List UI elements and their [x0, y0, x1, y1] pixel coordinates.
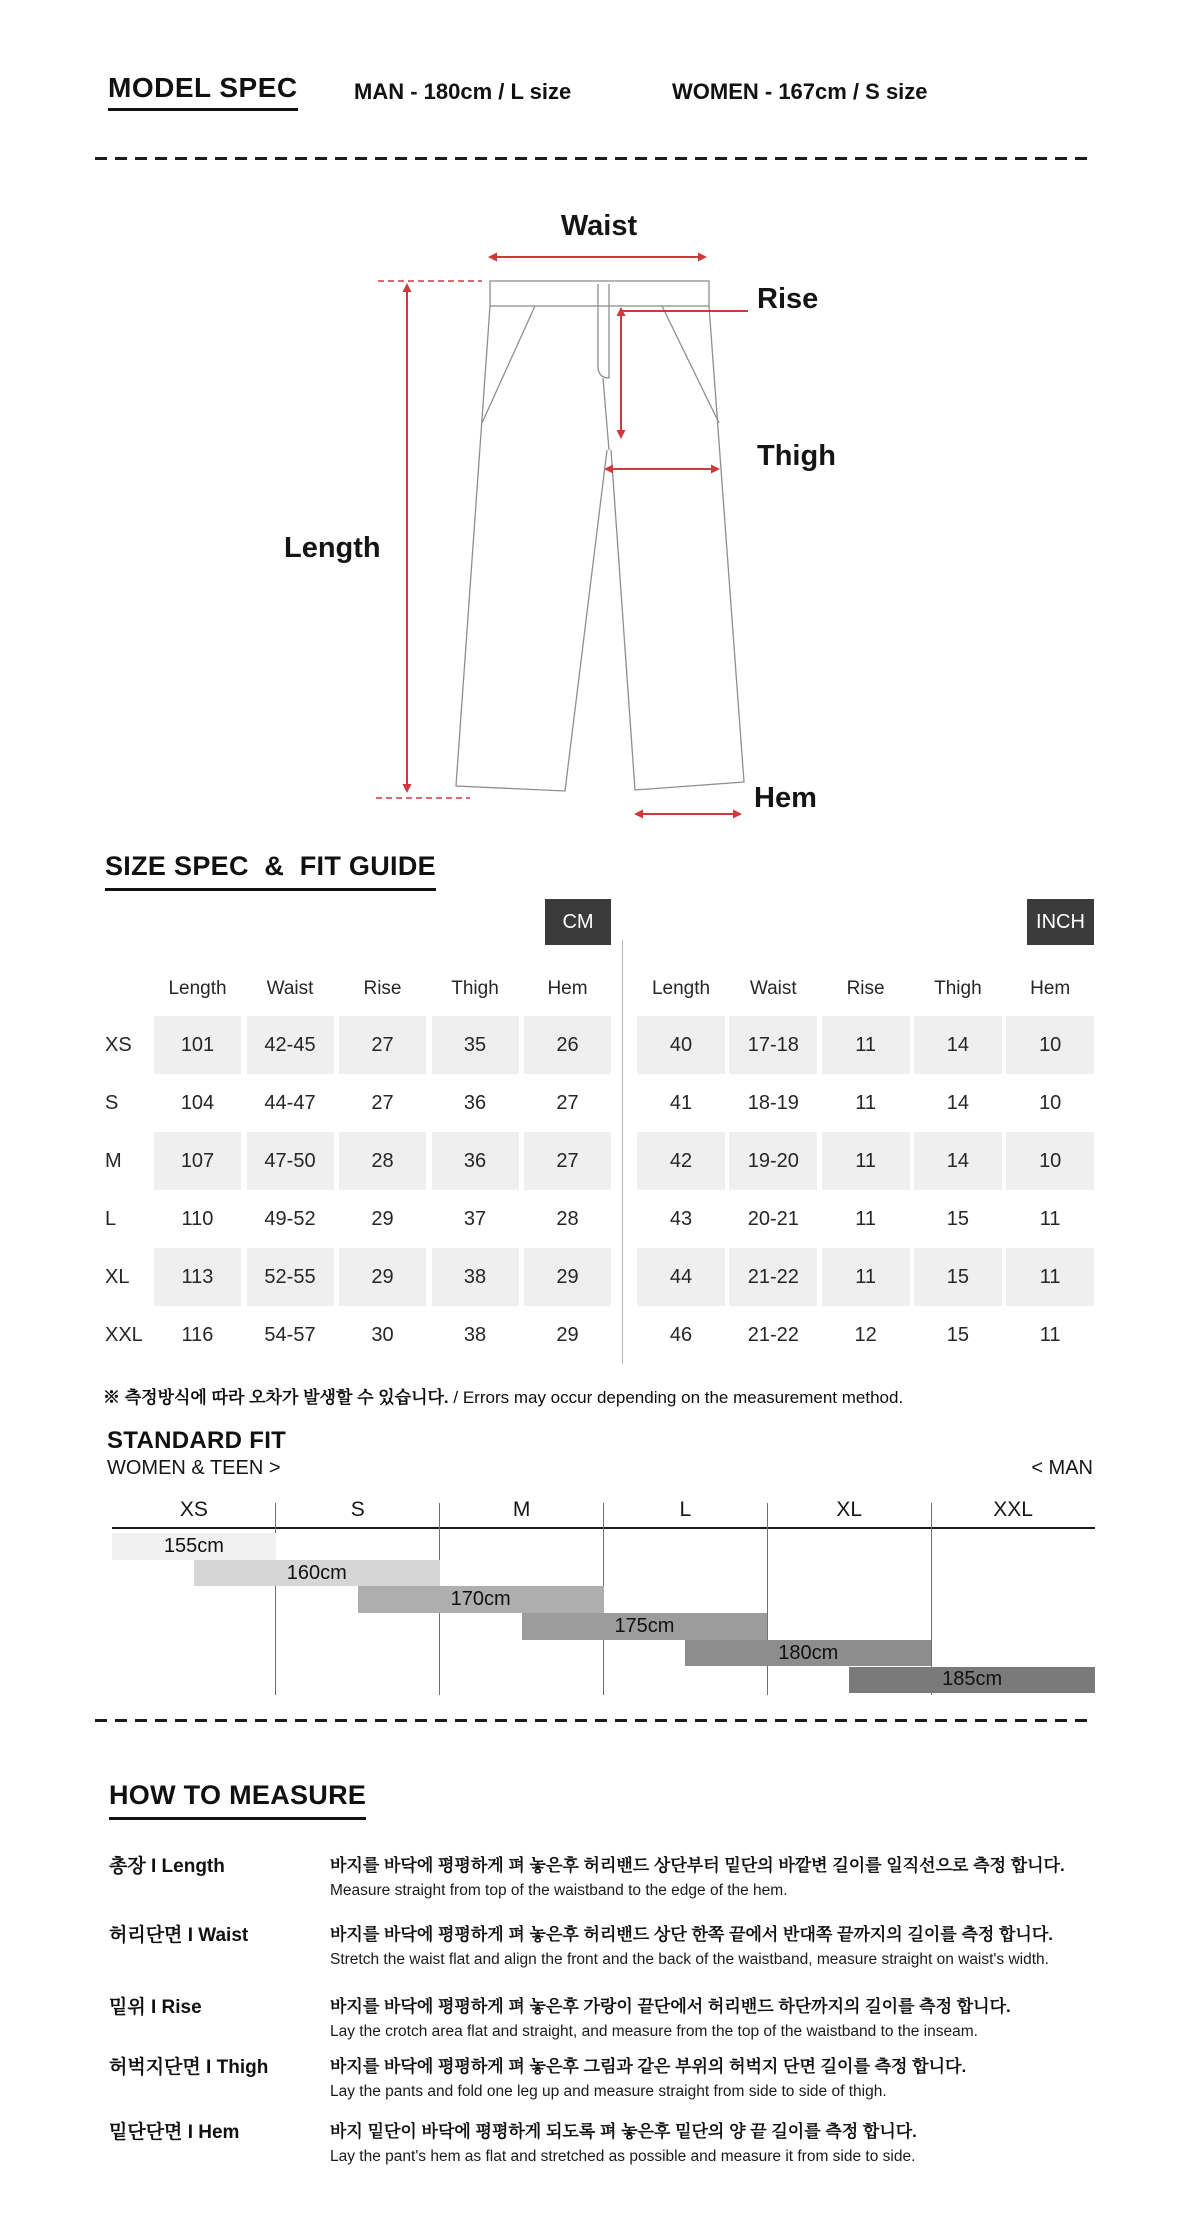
length-label: Length	[284, 532, 381, 564]
pants-outline	[456, 281, 744, 791]
size-value-rise: 11	[822, 1248, 910, 1306]
size-label-xs: XS	[105, 1034, 132, 1056]
size-value-length: 44	[637, 1248, 725, 1306]
thigh-label: Thigh	[757, 440, 836, 472]
size-value-hem: 10	[1006, 1132, 1094, 1190]
size-value-hem: 11	[1039, 1208, 1061, 1230]
size-value-thigh: 15	[946, 1324, 970, 1346]
size-value-rise: 29	[371, 1208, 394, 1230]
man-tag: < MAN	[1031, 1457, 1093, 1479]
fit-size-xs: XS	[179, 1498, 208, 1521]
fit-bar-185cm	[849, 1667, 1095, 1694]
measurement-arrows	[376, 253, 748, 819]
measure-desc-kr-2: 바지를 바닥에 평평하게 펴 놓은후 가랑이 끝단에서 허리밴드 하단까지의 길이를 측정 합니다.	[330, 1997, 1011, 2016]
model-spec-women: WOMEN - 167cm / S size	[672, 79, 928, 104]
size-label-xl: XL	[105, 1266, 130, 1288]
fit-bar-155cm	[112, 1533, 276, 1560]
column-header-rise: Rise	[363, 978, 402, 999]
column-header-thigh: Thigh	[934, 978, 982, 999]
size-value-thigh: 14	[914, 1016, 1002, 1074]
size-value-rise: 12	[854, 1324, 877, 1346]
cm-table-header	[154, 978, 617, 1000]
size-value-thigh: 38	[463, 1324, 487, 1346]
column-header-hem: Hem	[1030, 978, 1071, 999]
inch-unit-badge: INCH	[1027, 899, 1094, 945]
dashed-divider-bottom	[95, 1719, 1095, 1722]
fit-size-s: S	[350, 1498, 365, 1521]
size-value-waist: 49-52	[264, 1208, 316, 1230]
size-value-rise: 29	[339, 1248, 426, 1306]
measurement-error-note	[103, 1383, 903, 1408]
size-value-rise: 27	[371, 1092, 394, 1114]
size-spec-title: SIZE SPEC & FIT GUIDE	[105, 851, 436, 891]
model-spec-title: MODEL SPEC	[108, 72, 298, 111]
size-value-length: 104	[180, 1092, 215, 1114]
size-value-rise: 30	[371, 1324, 394, 1346]
size-value-hem: 10	[1039, 1092, 1062, 1114]
table-vertical-divider	[622, 940, 623, 1364]
size-label-xxl: XXL	[105, 1324, 143, 1346]
size-value-length: 113	[154, 1248, 241, 1306]
table-row-xxl	[637, 1306, 1098, 1364]
size-value-hem: 29	[524, 1248, 611, 1306]
size-value-rise: 11	[855, 1208, 876, 1230]
fly-shape	[598, 284, 609, 378]
size-label-s: S	[105, 1092, 119, 1114]
table-row-l	[105, 1190, 617, 1248]
size-value-thigh: 15	[914, 1248, 1002, 1306]
size-value-thigh: 37	[463, 1208, 487, 1230]
column-header-waist: Waist	[749, 978, 797, 999]
size-value-hem: 27	[556, 1092, 579, 1114]
size-value-thigh: 36	[432, 1132, 519, 1190]
size-value-waist: 21-22	[747, 1324, 799, 1346]
table-row-xs	[105, 1016, 617, 1074]
size-value-waist: 54-57	[264, 1324, 316, 1346]
fit-size-xl: XL	[836, 1498, 863, 1521]
table-row-s	[105, 1074, 617, 1132]
size-label-m: M	[105, 1150, 122, 1172]
crotch-seam	[603, 378, 609, 450]
column-header-thigh: Thigh	[451, 978, 499, 999]
table-row-xxl	[105, 1306, 617, 1364]
fit-bar-175cm	[522, 1613, 768, 1640]
table-row-xs	[637, 1016, 1098, 1074]
size-value-length: 43	[669, 1208, 693, 1230]
size-value-length: 107	[154, 1132, 241, 1190]
right-leg-shape	[611, 306, 744, 790]
inch-table	[637, 1016, 1098, 1364]
waist-label: Waist	[560, 210, 638, 242]
model-spec-man: MAN - 180cm / L size	[354, 79, 572, 104]
size-value-hem: 27	[524, 1132, 611, 1190]
inch-table-header	[637, 978, 1098, 1000]
size-value-rise: 11	[822, 1016, 910, 1074]
size-value-waist: 44-47	[264, 1092, 316, 1114]
fit-size-l: L	[679, 1498, 692, 1521]
table-row-xl	[105, 1248, 617, 1306]
left-leg-shape	[456, 306, 607, 791]
size-value-waist: 42-45	[247, 1016, 334, 1074]
table-row-m	[105, 1132, 617, 1190]
fit-bar-label: 175cm	[614, 1614, 675, 1637]
measure-desc-en-2: Lay the crotch area flat and straight, and measure from the top of the waistband to the inseam.	[330, 2023, 978, 2040]
size-value-waist: 21-22	[729, 1248, 817, 1306]
measure-desc-kr-1: 바지를 바닥에 평평하게 펴 놓은후 허리밴드 상단 한쪽 끝에서 반대쪽 끝까지의 길이를 측정 합니다.	[330, 1925, 1054, 1944]
table-row-xl	[637, 1248, 1098, 1306]
measure-desc-kr-0: 바지를 바닥에 평평하게 펴 놓은후 허리밴드 상단부터 밑단의 바깥변 길이를 일직선으로 측정 합니다.	[330, 1856, 1065, 1875]
fit-chart-separator	[275, 1503, 276, 1695]
measure-desc-en-4: Lay the pant's hem as flat and stretched as possible and measure it from side to side.	[330, 2148, 916, 2165]
size-value-thigh: 38	[432, 1248, 519, 1306]
note-korean: ※ 측정방식에 따라 오차가 발생할 수 있습니다.	[103, 1388, 449, 1407]
size-value-waist: 20-21	[747, 1208, 799, 1230]
size-value-thigh: 15	[946, 1208, 970, 1230]
size-value-waist: 52-55	[247, 1248, 334, 1306]
size-value-hem: 11	[1006, 1248, 1094, 1306]
size-value-length: 101	[154, 1016, 241, 1074]
size-value-thigh: 36	[463, 1092, 487, 1114]
left-pocket-line	[482, 306, 535, 423]
size-value-hem: 26	[524, 1016, 611, 1074]
fit-bar-170cm	[358, 1586, 604, 1613]
size-value-waist: 47-50	[247, 1132, 334, 1190]
size-value-length: 46	[669, 1324, 693, 1346]
size-value-hem: 10	[1006, 1016, 1094, 1074]
size-value-hem: 28	[556, 1208, 579, 1230]
measure-desc-kr-3: 바지를 바닥에 평평하게 펴 놓은후 그림과 같은 부위의 허벅지 단면 길이를 측정 합니다.	[330, 2057, 967, 2076]
column-header-rise: Rise	[846, 978, 885, 999]
how-to-measure-title: HOW TO MEASURE	[109, 1780, 366, 1820]
standard-fit-chart	[112, 1495, 1095, 1701]
measure-desc-en-0: Measure straight from top of the waistband to the edge of the hem.	[330, 1882, 788, 1899]
size-value-rise: 28	[339, 1132, 426, 1190]
hem-label: Hem	[754, 782, 817, 814]
fit-size-xxl: XXL	[993, 1498, 1033, 1521]
size-value-waist: 17-18	[729, 1016, 817, 1074]
women-teen-tag: WOMEN & TEEN >	[107, 1457, 281, 1479]
column-header-length: Length	[168, 978, 227, 999]
size-value-thigh: 35	[432, 1016, 519, 1074]
size-value-length: 41	[669, 1092, 693, 1114]
fit-bar-label: 180cm	[778, 1641, 839, 1664]
column-header-length: Length	[651, 978, 711, 999]
size-value-rise: 11	[822, 1132, 910, 1190]
size-value-waist: 18-19	[747, 1092, 799, 1114]
waistband-shape	[490, 281, 709, 306]
column-header-waist: Waist	[266, 978, 314, 999]
table-row-m	[637, 1132, 1098, 1190]
fit-bar-label: 185cm	[942, 1668, 1003, 1691]
size-value-hem: 11	[1039, 1324, 1061, 1346]
measure-label-3: 허벅지단면 I Thigh	[109, 2057, 269, 2078]
rise-label: Rise	[757, 283, 819, 315]
measure-label-1: 허리단면 I Waist	[109, 1925, 249, 1946]
size-value-rise: 11	[855, 1092, 876, 1114]
standard-fit-title: STANDARD FIT	[107, 1427, 287, 1454]
cm-table	[105, 1016, 617, 1364]
table-row-l	[637, 1190, 1098, 1248]
size-value-waist: 19-20	[729, 1132, 817, 1190]
pants-diagram	[0, 0, 1200, 850]
measure-desc-en-3: Lay the pants and fold one leg up and measure straight from side to side of thigh.	[330, 2083, 887, 2100]
fit-bar-160cm	[194, 1560, 440, 1587]
measure-desc-en-1: Stretch the waist flat and align the front and the back of the waistband, measure straight on waist's width.	[330, 1951, 1049, 1968]
cm-unit-badge: CM	[545, 899, 611, 945]
fit-bar-label: 170cm	[450, 1588, 511, 1611]
fit-bar-180cm	[685, 1640, 931, 1667]
measure-desc-kr-4: 바지 밑단이 바닥에 평평하게 되도록 펴 놓은후 밑단의 양 끝 길이를 측정 합니다.	[330, 2122, 917, 2141]
fit-size-m: M	[512, 1498, 531, 1521]
size-value-rise: 27	[339, 1016, 426, 1074]
size-value-length: 110	[181, 1208, 214, 1230]
fit-bar-label: 160cm	[286, 1561, 347, 1584]
fit-bar-label: 155cm	[163, 1534, 224, 1557]
measure-label-4: 밑단단면 I Hem	[109, 2122, 240, 2143]
size-value-length: 40	[637, 1016, 725, 1074]
size-value-thigh: 14	[946, 1092, 970, 1114]
table-row-s	[637, 1074, 1098, 1132]
size-value-length: 116	[181, 1324, 214, 1346]
measure-label-0: 총장 I Length	[109, 1856, 225, 1877]
measure-label-2: 밑위 I Rise	[109, 1997, 202, 2018]
column-header-hem: Hem	[547, 978, 588, 999]
size-label-l: L	[105, 1208, 117, 1230]
size-value-length: 42	[637, 1132, 725, 1190]
note-english: / Errors may occur depending on the measurement method.	[448, 1388, 904, 1407]
size-value-hem: 29	[556, 1324, 579, 1346]
size-value-thigh: 14	[914, 1132, 1002, 1190]
